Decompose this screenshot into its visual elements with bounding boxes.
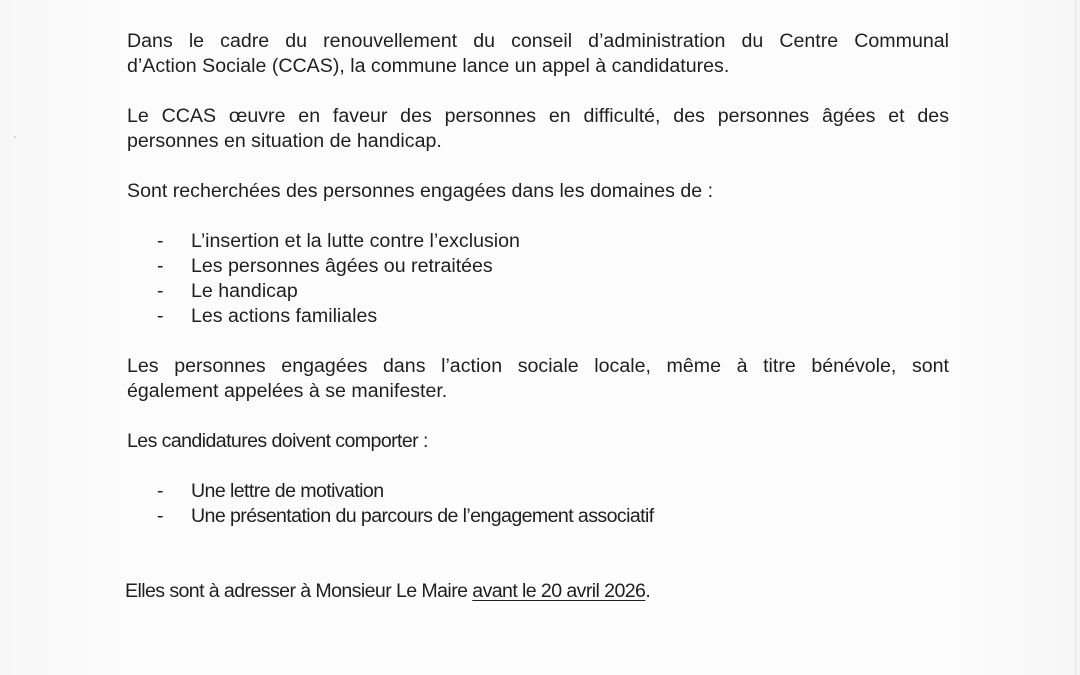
paragraph-deadline: [125, 579, 949, 604]
list-item: - Une présentation du parcours de l’engagement associatif: [157, 505, 654, 527]
paragraph-domains-intro: Sont recherchées des personnes engagées dans les domaines de :: [127, 180, 714, 202]
mission-line-2: personnes en situation de handicap.: [127, 130, 442, 152]
paragraph-mission: [127, 104, 949, 154]
page-edge-line: [1075, 0, 1076, 675]
volunteers-line-2: également appelées à se manifester.: [127, 380, 448, 402]
mission-line-1: Le CCAS œuvre en faveur des personnes en difficulté, des personnes âgées et des: [127, 105, 949, 127]
dash-bullet: -: [157, 480, 163, 502]
dash-bullet: -: [157, 305, 164, 327]
paragraph-requirements-intro: Les candidatures doivent comporter :: [127, 430, 428, 452]
list-item: - L’insertion et la lutte contre l’exclusion: [157, 230, 520, 252]
dash-bullet: -: [157, 230, 164, 252]
intro-line-2: d’Action Sociale (CCAS), la commune lance un appel à candidatures.: [127, 55, 730, 77]
list-item: - Les actions familiales: [157, 305, 378, 327]
dash-bullet: -: [157, 280, 164, 302]
deadline-date: avant le 20 avril 2026: [472, 580, 646, 602]
volunteers-line-1: Les personnes engagées dans l’action sociale locale, même à titre bénévole, sont: [127, 355, 949, 377]
deadline-prefix: Elles sont à adresser à Monsieur Le Maire: [125, 580, 473, 602]
paragraph-volunteers: [127, 354, 949, 404]
deadline-suffix: .: [645, 580, 651, 602]
paragraph-intro: [127, 29, 949, 79]
dash-bullet: -: [157, 255, 164, 277]
dash-bullet: -: [157, 505, 163, 527]
requirements-list: [127, 479, 949, 529]
intro-line-1: Dans le cadre du renouvellement du conseil d’administration du Centre Communal: [127, 30, 949, 52]
list-item: - Les personnes âgées ou retraitées: [157, 255, 493, 277]
domains-list: [127, 229, 949, 329]
list-item: - Le handicap: [157, 280, 298, 302]
list-item: - Une lettre de motivation: [157, 480, 384, 502]
scan-speck: [14, 136, 16, 138]
document-body: [127, 29, 949, 604]
